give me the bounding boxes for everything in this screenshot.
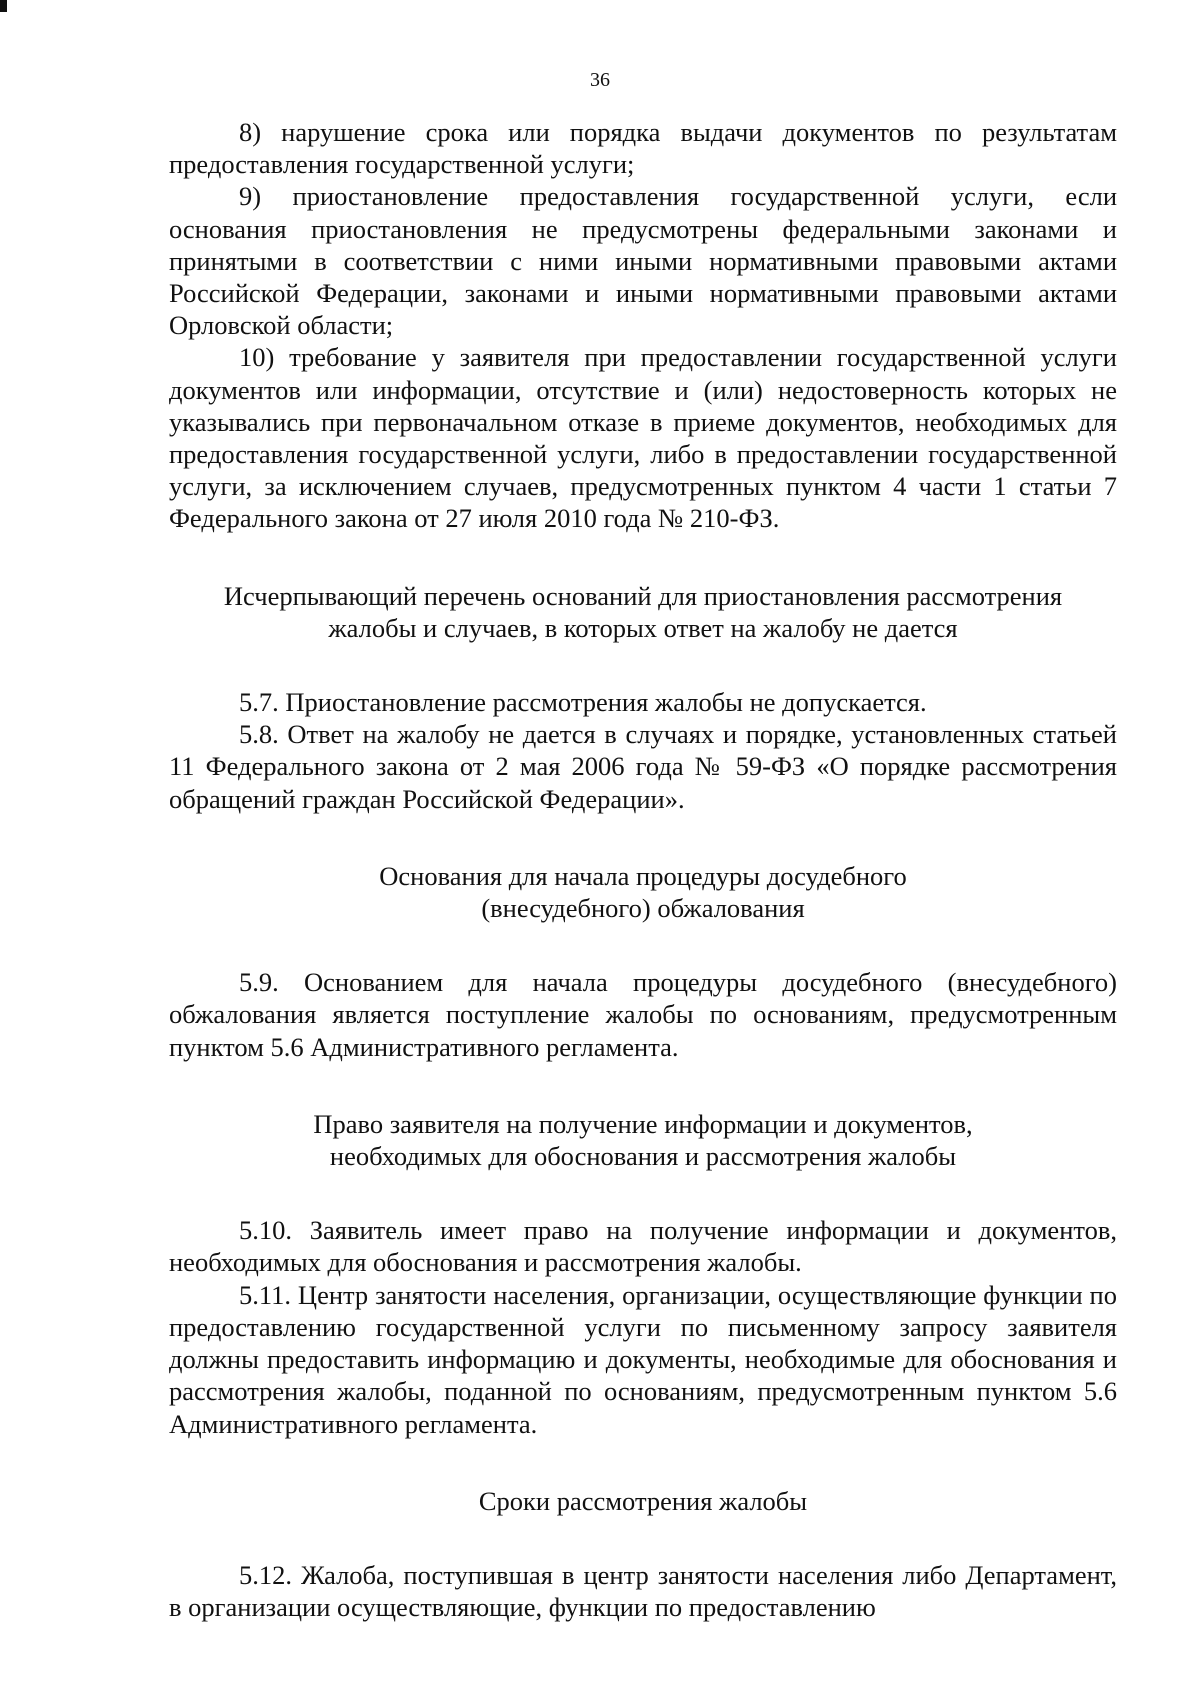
- page-number: 36: [590, 69, 610, 91]
- section-spacer: [169, 1063, 1117, 1108]
- section-heading-grounds: [169, 860, 1117, 924]
- paragraph-5-10: 5.10. Заявитель имеет право на получение информации и документов, необходимых для обоснования и рассмотрения жалобы.: [169, 1215, 1117, 1278]
- heading-line: Право заявителя на получение информации и документов,: [313, 1108, 973, 1139]
- section-spacer: [169, 815, 1117, 860]
- heading-line: Сроки рассмотрения жалобы: [478, 1485, 808, 1516]
- section-spacer: [169, 644, 1117, 686]
- heading-line: Исчерпывающий перечень оснований для приостановления рассмотрения: [223, 580, 1063, 611]
- section-spacer: [169, 535, 1117, 580]
- heading-line: (внесудебного) обжалования: [481, 893, 805, 924]
- document-body: [169, 116, 1117, 1623]
- paragraph-5-12: 5.12. Жалоба, поступившая в центр занятости населения либо Департамент, в организации осуществляющие, функции по предоставлению: [169, 1559, 1117, 1623]
- paragraph-item-9: 9) приостановление предоставления государственной услуги, если основания приостановления не предусмотрены федеральными законами и принятыми в соответствии с ними иными нормативными правовыми актами Российской Федерации, законами и иными нормативными правовыми актами Орловской области;: [169, 181, 1117, 341]
- section-spacer: [169, 1517, 1117, 1559]
- section-heading-terms: [169, 1485, 1117, 1517]
- paragraph-5-8: 5.8. Ответ на жалобу не дается в случаях и порядке, установленных статьей 11 Федерального закона от 2 мая 2006 года № 59-ФЗ «О порядке рассмотрения обращений граждан Российской Федерации».: [169, 719, 1117, 814]
- section-spacer: [169, 1440, 1117, 1485]
- section-heading-suspension: [169, 580, 1117, 644]
- section-heading-applicant-right: [169, 1108, 1117, 1172]
- heading-line: необходимых для обоснования и рассмотрения жалобы: [329, 1141, 957, 1172]
- paragraph-5-11: 5.11. Центр занятости населения, организации, осуществляющие функции по предоставлению государственной услуги по письменному запросу заявителя должны предоставить информацию и документы, необходимые для обоснования и рассмотрения жалобы, поданной по основаниям, предусмотренным пунктом 5.6 Административного регламента.: [169, 1279, 1117, 1439]
- paragraph-5-7: 5.7. Приостановление рассмотрения жалобы не допускается.: [239, 687, 927, 718]
- scan-edge-mark: [0, 0, 7, 12]
- heading-line: жалобы и случаев, в которых ответ на жалобу не дается: [328, 612, 958, 643]
- paragraph-item-10: 10) требование у заявителя при предоставлении государственной услуги документов или информации, отсутствие и (или) недостоверность которых не указывались при первоначальном отказе в приеме документов, необходимых для предоставления государственной услуги, либо в предоставлении государственной услуги, за исключением случаев, предусмотренных пунктом 4 части 1 статьи 7 Федерального закона от 27 июля 2010 года № 210-ФЗ.: [169, 342, 1117, 534]
- paragraph-5-9: 5.9. Основанием для начала процедуры досудебного (внесудебного) обжалования является поступление жалобы по основаниям, предусмотренным пунктом 5.6 Административного регламента.: [169, 967, 1117, 1062]
- section-spacer: [169, 924, 1117, 966]
- heading-line: Основания для начала процедуры досудебного: [379, 860, 907, 891]
- paragraph-item-8: 8) нарушение срока или порядка выдачи документов по результатам предоставления государственной услуги;: [169, 117, 1117, 180]
- section-spacer: [169, 1172, 1117, 1214]
